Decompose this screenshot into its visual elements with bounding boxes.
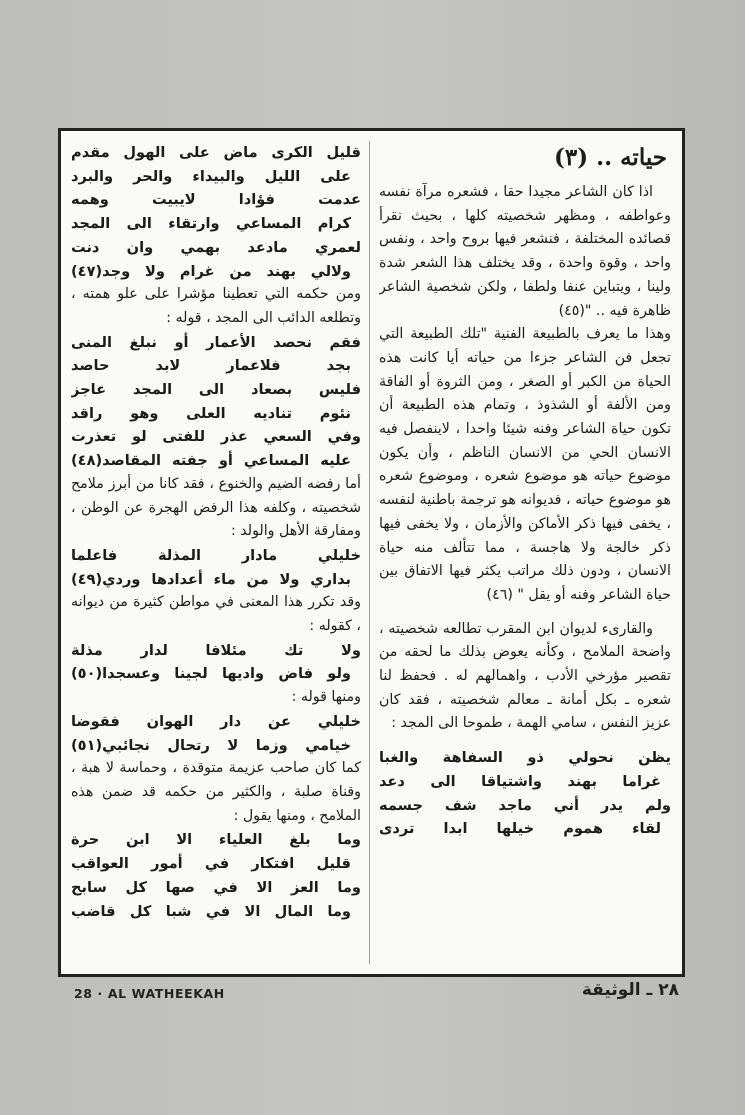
poem-verse-line: خليلي مادار المذلة فاعلما: [71, 546, 361, 564]
poem-verse-line: لقاء هموم خيلها ابدا تردى: [379, 820, 661, 838]
poem-verse-line: خليلي عن دار الهوان فقوضا: [71, 712, 361, 730]
poem-verse-line: ولم يدر أني ماجد شف جسمه: [379, 796, 671, 814]
poem-verse-line: وما بلغ العلياء الا ابن حرة: [71, 831, 361, 849]
poem-verse-line: بداري ولا من ماء أعدادها وردي(٤٩): [71, 570, 351, 588]
poem-verse-line: فقم نحصد الأعمار أو نبلغ المنى: [71, 333, 361, 351]
poem-verse-line: وفي السعي عذر للفتى لو تعذرت: [71, 428, 361, 446]
poem-verse-line: عدمت فؤادا لايبيت وهمه: [71, 191, 361, 209]
poem-verse-line: قليل الكرى ماض على الهول مقدم: [71, 144, 361, 161]
poem-verse-line: وما العز الا في صها كل سابح: [71, 878, 361, 896]
article-right-column: [379, 141, 671, 966]
poem-verse-line: نئوم تناديه العلى وهو راقد: [71, 404, 351, 422]
prose-paragraph: والقارىء لديوان ابن المقرب تطالعه شخصيته ، واضحة الملامح ، وكأنه يعوض بذلك ما لحقه من تقصير مؤرخي الأدب ، واهمالهم له . فحفظ لنا شعره ـ بكل أمانة ـ معالم شخصيته ، فقد كان عزيز النفس ، سامي الهمة ، طموحا الى المجد :: [379, 620, 671, 732]
article-title: حياته .. (٣): [553, 144, 667, 171]
poem-verse-line: غراما بهند واشتياقا الى دعد: [379, 772, 661, 790]
poem-verse-line: خيامي وزما لا رتحال نجائبي(٥١): [71, 736, 351, 754]
prose-paragraph: كما كان صاحب عزيمة متوقدة ، وحماسة لا هبة ، وقناة صلبة ، والكثير من حكمه قد ضمن هذه الملامح ، ومنها يقول :: [71, 760, 361, 824]
poem-verse-line: ولو فاض واديها لجينا وعسجدا(٥٠): [71, 665, 351, 683]
footer-page-label-arabic: ٢٨ ـ الوثيقة: [581, 980, 679, 1000]
poem-verse-line: لعمري مادعد بهمي وان دنت: [71, 238, 361, 256]
prose-paragraph: وقد تكرر هذا المعنى في مواطن كثيرة من ديوانه ، كقوله :: [71, 594, 361, 635]
poem-verse-line: فليس بصعاد الى المجد عاجز: [71, 381, 361, 399]
prose-paragraph: أما رفضه الضيم والخنوع ، فقد كانا من أبرز ملامح شخصيته ، وكلفه هذا الرفض الهجرة عن الوطن ، ومفارقة الأهل والولد :: [71, 475, 361, 540]
prose-paragraph: ومن حكمه التي تعطينا مؤشرا على علو همته ، وتطلعه الدائب الى المجد ، قوله :: [71, 286, 361, 326]
column-divider: [369, 141, 370, 964]
poem-verse-line: يظن نحولي ذو السفاهة والغبا: [379, 749, 671, 767]
poem-verse-line: ولالي بهند من غرام ولا وجد(٤٧): [71, 262, 351, 280]
article-left-column: [71, 141, 361, 966]
footer-page-label-latin: 28 · AL WATHEEKAH: [74, 986, 225, 1001]
prose-paragraph: ومنها قوله :: [291, 689, 361, 706]
poem-verse-line: قليل افتكار في أمور العواقب: [71, 855, 351, 873]
prose-paragraph: اذا كان الشاعر مجيدا حقا ، فشعره مرآة نفسه وعواطفه ، ومظهر شخصيته كلها ، بحيث نقرأ قصائده المختلفة ، فنشعر فيها بروح واحد ، ونفس واحد ، وقوة واحدة ، وقد يختلف هذا الشعر شدة ولينا ، ويتباين عنفا ولطفا ، ولكن شخصية الشاعر ظاهرة فيه .. "(٤٥): [379, 184, 671, 319]
poem-verse-line: بجد فلاعمار لابد حاصد: [71, 357, 351, 375]
article-frame: [58, 128, 685, 977]
poem-verse-line: عليه المساعي أو جفته المقاصد(٤٨): [71, 452, 351, 470]
poem-verse-line: وما المال الا في شبا كل قاضب: [71, 902, 351, 920]
poem-verse-line: ولا تك مئلافا لدار مذلة: [71, 641, 361, 659]
poem-verse-line: كرام المساعي وارتقاء الى المجد: [71, 215, 351, 233]
prose-paragraph: وهذا ما يعرف بالطبيعة الفنية "تلك الطبيعة التي تجعل فن الشاعر جزءا من حياته أيا كانت هذه الحياة من الكبر أو الصغر ، ومن الثروة أو الفاقة ومن الألفة أو الشذوذ ، وتمام هذه الطبيعة أن تكون حياة الشاعر وفنه شيئا واحدا ، لاينفصل فيه الانسان الحي من الانسان الناظم ، وأن يكون موضوع حياته هو موضوع شعره ، وموضوع شعره هو موضوع حياته ، فديوانه هو ترجمة باطنية لنفسه ، يخفى فيها ذكر الأماكن والأزمان ، ولا يخفى فيها ذكر خالجة ولا هاجسة ، مما تتألف منه حياة الانسان ، ودون ذلك مراتب يكثر فيها الاتفاق بين حياة الشاعر وفنه أو يقل " (٤٦): [379, 326, 671, 603]
poem-verse-line: على الليل والبيداء والحر والبرد: [71, 167, 351, 185]
